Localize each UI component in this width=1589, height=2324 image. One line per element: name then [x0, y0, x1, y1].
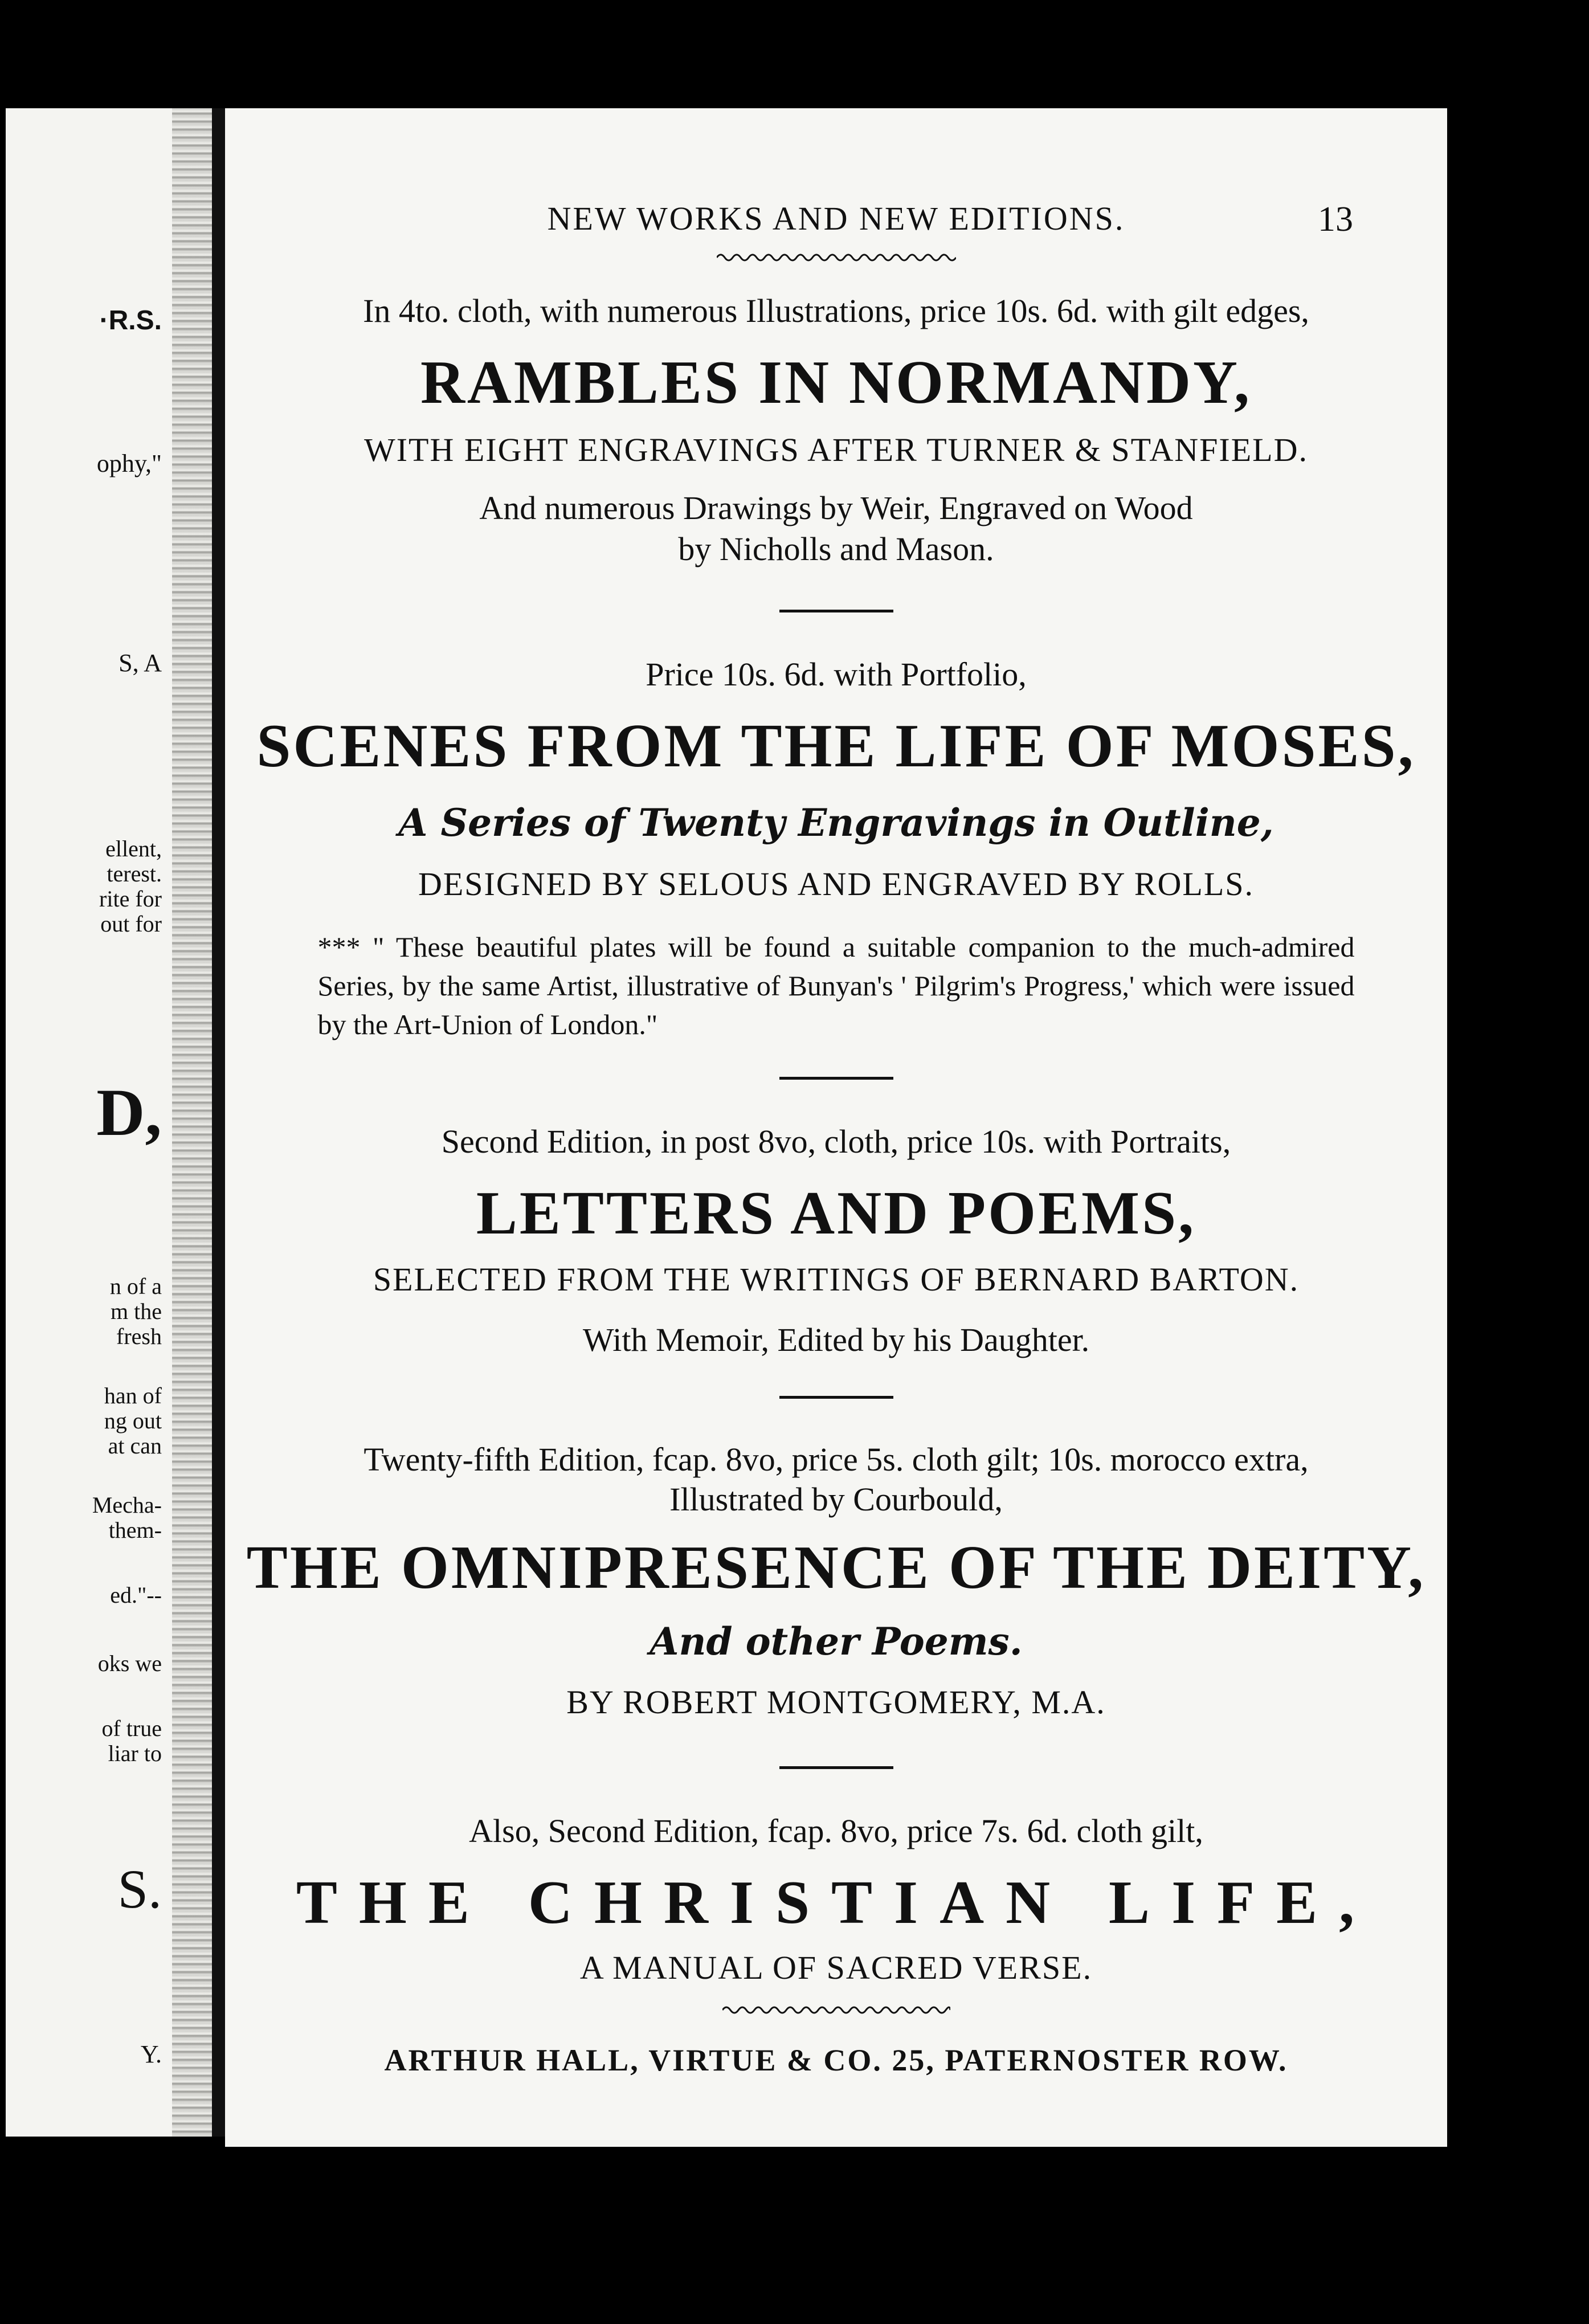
- entry-5-subtitle: A MANUAL OF SACRED VERSE.: [579, 1949, 1093, 1986]
- entry-2-subtitle: DESIGNED BY SELOUS AND ENGRAVED BY ROLLS.: [418, 865, 1255, 902]
- entry-4-intro-1: Twenty-fifth Edition, fcap. 8vo, price 5s. cloth gilt; 10s. morocco extra,: [363, 1441, 1309, 1478]
- left-line: ophy,": [96, 450, 162, 477]
- entry-4-author: BY ROBERT MONTGOMERY, M.A.: [566, 1684, 1106, 1721]
- left-line: m the: [111, 1298, 162, 1324]
- left-page-fragment: [6, 108, 172, 2137]
- entry-1-intro: In 4to. cloth, with numerous Illustrations, price 10s. 6d. with gilt edges,: [363, 292, 1309, 329]
- entry-4-title: THE OMNIPRESENCE OF THE DEITY,: [246, 1534, 1426, 1602]
- left-line: D,: [96, 1075, 162, 1150]
- left-line: ed."--: [110, 1582, 162, 1608]
- left-line: S, A: [119, 649, 162, 677]
- left-line: terest.: [107, 861, 162, 887]
- entry-3-credit: With Memoir, Edited by his Daughter.: [582, 1321, 1090, 1358]
- left-line: rite for: [99, 886, 162, 912]
- left-line: ·R.S.: [99, 305, 162, 336]
- entry-4-blackletter: And other Poems.: [650, 1619, 1023, 1664]
- left-line: fresh: [116, 1324, 162, 1349]
- entry-3-intro: Second Edition, in post 8vo, cloth, price 10s. with Portraits,: [441, 1123, 1231, 1160]
- entry-1-title: RAMBLES IN NORMANDY,: [420, 349, 1252, 416]
- catalogue-page: [225, 108, 1447, 2147]
- left-line: out for: [100, 911, 162, 937]
- wavy-ornament: [722, 2004, 950, 2016]
- left-line: n of a: [109, 1273, 162, 1299]
- entry-3-title: LETTERS AND POEMS,: [476, 1179, 1196, 1247]
- entry-4-intro-2: Illustrated by Courbould,: [669, 1481, 1003, 1518]
- entry-5-title: THE CHRISTIAN LIFE,: [296, 1869, 1376, 1937]
- section-rule: [779, 1396, 893, 1399]
- entry-1-credit-1: And numerous Drawings by Weir, Engraved on Wood: [479, 489, 1193, 526]
- left-line: at can: [108, 1433, 162, 1459]
- page-gutter: [172, 108, 218, 2137]
- publisher-imprint: ARTHUR HALL, VIRTUE & CO. 25, PATERNOSTER ROW.: [384, 2043, 1288, 2077]
- section-rule: [779, 610, 893, 612]
- left-line: S.: [117, 1859, 162, 1919]
- entry-3-subtitle: SELECTED FROM THE WRITINGS OF BERNARD BARTON.: [373, 1261, 1300, 1298]
- entry-1-credit-2: by Nicholls and Mason.: [678, 530, 994, 567]
- entry-2-intro: Price 10s. 6d. with Portfolio,: [646, 656, 1027, 693]
- page-number: 13: [1318, 200, 1353, 239]
- left-line: Mecha-: [92, 1492, 162, 1518]
- left-line: ellent,: [105, 836, 162, 861]
- left-line: of true: [101, 1716, 162, 1741]
- wavy-ornament: [717, 252, 956, 263]
- entry-2-note: *** " These beautiful plates will be found a suitable companion to the much-admired Series, by the same Artist, illustrative of Bunyan's ' Pilgrim's Progress,' which were issued by the Art-Union of London.": [317, 931, 1355, 1040]
- entry-5-intro: Also, Second Edition, fcap. 8vo, price 7s. 6d. cloth gilt,: [469, 1812, 1203, 1849]
- left-line: oks we: [97, 1651, 162, 1676]
- left-line: liar to: [108, 1741, 162, 1766]
- entry-2-title: SCENES FROM THE LIFE OF MOSES,: [256, 712, 1416, 780]
- left-line: han of: [104, 1383, 162, 1408]
- section-rule: [779, 1766, 893, 1769]
- entry-2-blackletter: A Series of Twenty Engravings in Outline,: [398, 800, 1274, 845]
- running-head: NEW WORKS AND NEW EDITIONS.: [547, 200, 1125, 237]
- left-line: ng out: [104, 1408, 162, 1433]
- left-line: Y.: [140, 2040, 162, 2068]
- section-rule: [779, 1077, 893, 1080]
- entry-1-subtitle: WITH EIGHT ENGRAVINGS AFTER TURNER & STANFIELD.: [364, 431, 1308, 468]
- left-line: them-: [108, 1517, 162, 1543]
